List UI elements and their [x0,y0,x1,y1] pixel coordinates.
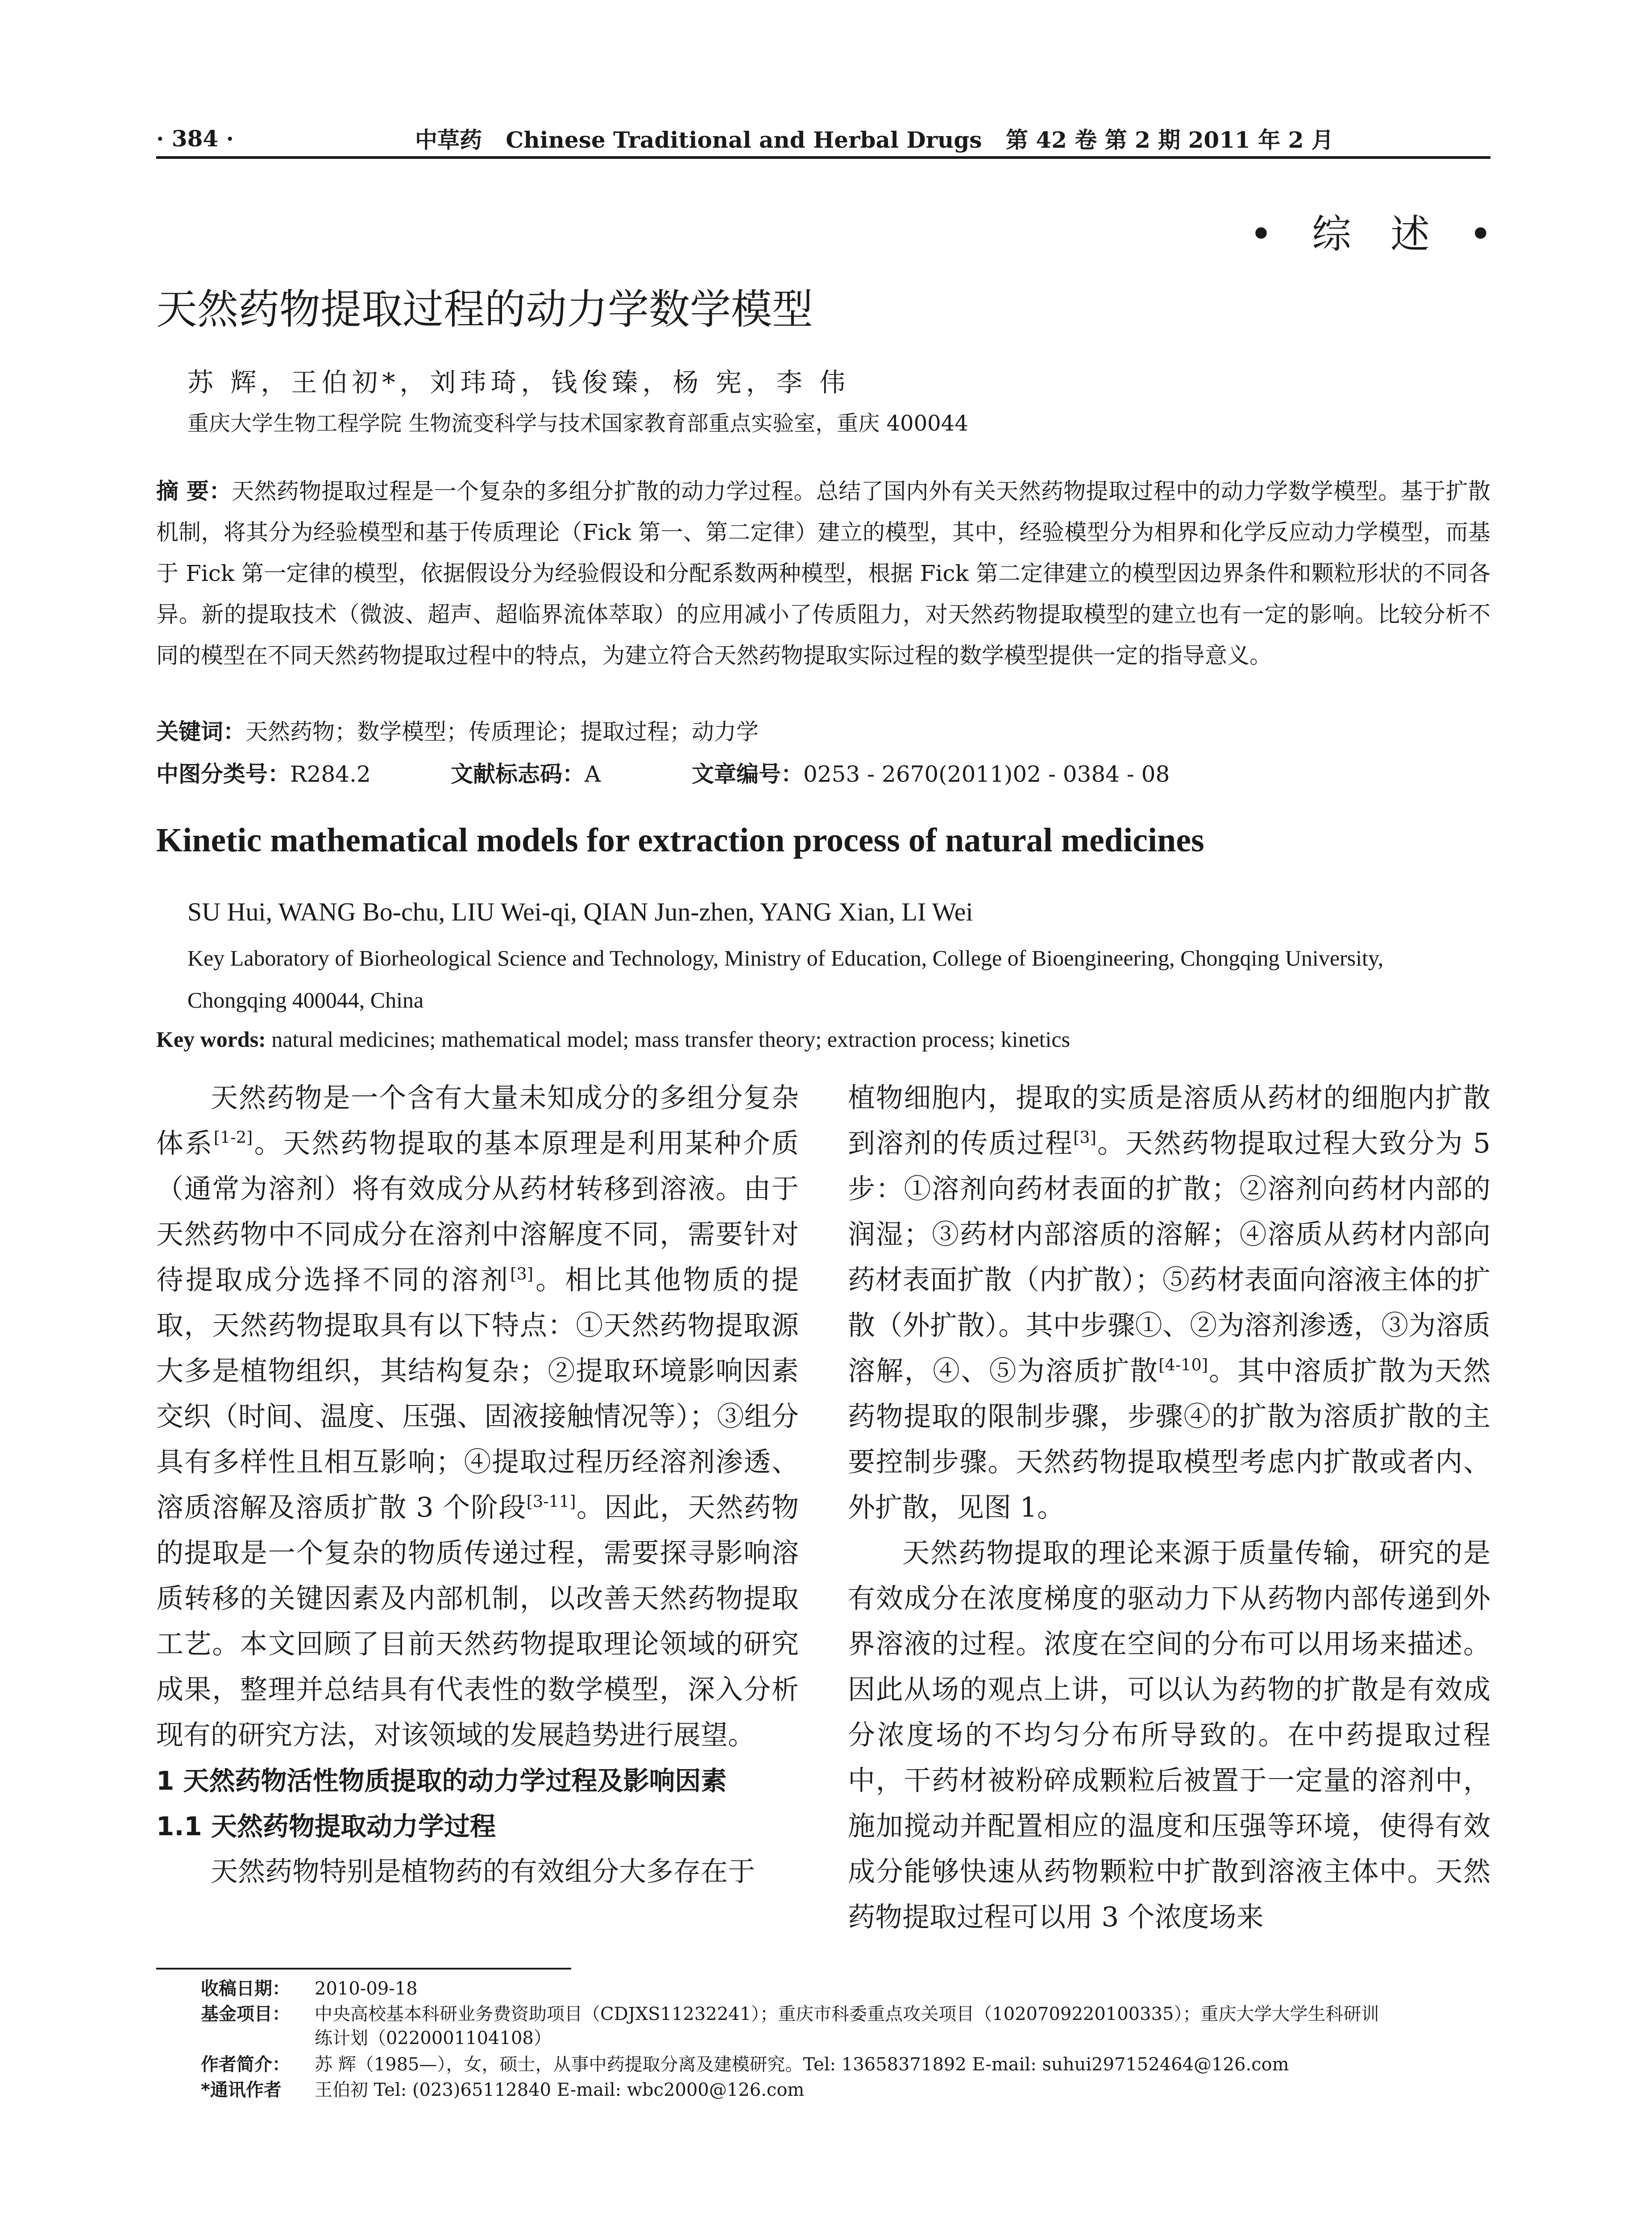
body-right-column [848,1075,1490,1940]
clc-value: R284.2 [290,761,371,787]
fund-text: 中央高校基本科研业务费资助项目（CDJXS11232241）；重庆市科委重点攻关项目（1020709220100335）；重庆大学大学生科研训 [315,2004,1379,2024]
title-cn: 天然药物提取过程的动力学数学模型 [156,286,814,333]
body-paragraph: 天然药物特别是植物药的有效组分大多存在于 [211,1856,755,1887]
journal-line [415,122,1350,154]
abstract-cn [156,471,1490,676]
keywords-en-text: natural medicines; mathematical model; mass transfer theory; extraction process; kinetics [271,1027,1070,1052]
body-left-column [156,1075,799,1895]
body-paragraph [848,1075,1490,1530]
fund-text-cont: 练计划（0220001104108） [315,2028,552,2049]
doc-value: A [585,761,601,787]
article-no-label: 文章编号： [692,761,803,787]
article-no-value: 0253 - 2670(2011)02 - 0384 - 08 [803,761,1170,787]
keywords-cn [156,714,759,746]
footnote-rule [156,1968,571,1970]
issue-info: 第 42 卷 第 2 期 2011 年 2 月 [1005,127,1334,153]
abstract-text: 天然药物提取过程是一个复杂的多组分扩散的动力学过程。总结了国内外有关天然药物提取过程中的动力学数学模型。基于扩散机制，将其分为经验模型和基于传质理论（Fick 第一、第二定律）建立的模型，其中，经验模型分为相界和化学反应动力学模型，而基于 Fick 第一定律的模型，依据假设分为经验假设和分配系数两种模型，根据 Fick 第二定律建立的模型因边界条件和颗粒形状的不同各异。新的提取技术（微波、超声、超临界流体萃取）的应用减小了传质阻力，对天然药物提取模型的建立也有一定的影响。比较分析不同的模型在不同天然药物提取过程中的特点，为建立符合天然药物提取实际过程的数学模型提供一定的指导意义。 [156,478,1490,668]
citation: [3] [1073,1128,1096,1147]
text-run: 。天然药物提取过程大致分为 5 步：①溶剂向药材表面的扩散；②溶剂向药材内部的润湿；③药材内部溶质的溶解；④溶质从药材内部向药材表面扩散（内扩散）；⑤药材表面向溶液主体的扩散（外扩散）。其中步骤①、②为溶剂渗透，③为溶质溶解，④、⑤为溶质扩散 [848,1128,1490,1387]
affiliation-cn: 重庆大学生物工程学院 生物流变科学与技术国家教育部重点实验室，重庆 400044 [187,411,968,436]
section-tag: • 综 述 • [1249,211,1506,257]
corr-text: 王伯初 Tel: (023)65112840 E-mail: wbc2000@126.com [315,2080,805,2100]
section-heading-1: 1 天然药物活性物质提取的动力学过程及影响因素 [156,1766,727,1796]
keywords-en [156,1026,1070,1052]
abstract-label: 摘 要： [156,478,232,504]
text-run: 植物细胞内，提取的实质是溶质从药材的细胞内扩散到溶剂的传质过程 [848,1082,1490,1159]
fund-label: 基金项目： [201,2004,290,2024]
section-heading-1-1: 1.1 天然药物提取动力学过程 [156,1811,496,1841]
bio-label: 作者简介： [201,2054,290,2075]
clc-label: 中图分类号： [156,761,290,787]
keywords-en-label: Key words: [156,1027,266,1052]
footnote-corresponding [201,2078,1482,2102]
text-run: 。天然药物提取的基本原理是利用某种介质（通常为溶剂）将有效成分从药材转移到溶液。由于天然药物中不同成分在溶剂中溶解度不同，需要针对待提取成分选择不同的溶剂 [156,1128,799,1296]
text-run: 。其中溶质扩散为天然药物提取的限制步骤，步骤④的扩散为溶质扩散的主要控制步骤。天然药物提取模型考虑内扩散或者内、外扩散，见图 1。 [848,1355,1490,1523]
footnote-fund [201,2002,1482,2050]
footnote-author-bio [201,2053,1482,2077]
corr-label: *通讯作者 [201,2080,282,2100]
header-rule [156,156,1490,159]
text-run: 。因此，天然药物的提取是一个复杂的物质传递过程，需要探寻影响溶质转移的关键因素及内部机制，以改善天然药物提取工艺。本文回顾了目前天然药物提取理论领域的研究成果，整理并总结具有代表性的数学模型，深入分析现有的研究方法，对该领域的发展趋势进行展望。 [156,1492,799,1751]
journal-name-en: Chinese Traditional and Herbal Drugs [506,127,982,153]
received-label: 收稿日期： [201,1978,290,1999]
journal-name-cn: 中草药 [415,127,482,153]
citation: [4-10] [1158,1355,1208,1375]
bio-text: 苏 辉（1985—），女，硕士，从事中药提取分离及建模研究。Tel: 13658371892 E-mail: suhui297152464@126.com [315,2054,1289,2075]
keywords-label: 关键词： [156,719,245,745]
body-paragraph [156,1075,799,1758]
citation: [1-2] [213,1128,253,1147]
citation: [3-11] [526,1492,576,1511]
classification-line [156,756,1490,788]
running-header [156,120,1490,156]
doc-label: 文献标志码： [451,761,585,787]
text-run: 。相比其他物质的提取，天然药物提取具有以下特点：①天然药物提取源大多是植物组织，其结构复杂；②提取环境影响因素交织（时间、温度、压强、固液接触情况等）；③组分具有多样性且相互影响；④提取过程历经溶剂渗透、溶质溶解及溶质扩散 3 个阶段 [156,1264,799,1523]
body-paragraph: 天然药物提取的理论来源于质量传输，研究的是有效成分在浓度梯度的驱动力下从药物内部传递到外界溶液的过程。浓度在空间的分布可以用场来描述。因此从场的观点上讲，可以认为药物的扩散是有效成分浓度场的不均匀分布所导致的。在中药提取过程中，干药材被粉碎成颗粒后被置于一定量的溶剂中，施加搅动并配置相应的温度和压强等环境，使得有效成分能够快速从药物颗粒中扩散到溶液主体中。天然药物提取过程可以用 3 个浓度场来 [848,1537,1490,1933]
text-run: 天然药物是一个含有大量未知成分的多组分复杂体系 [156,1082,799,1159]
received-date: 2010-09-18 [315,1978,418,1999]
affiliation-en: Key Laboratory of Biorheological Science and Technology, Ministry of Education, College of Bioengineering, Chongqing University, Chongqing 400044, China [187,945,1384,1012]
title-en: Kinetic mathematical models for extraction process of natural medicines [156,821,1204,859]
page-number: · 384 · [156,125,234,152]
keywords-text: 天然药物；数学模型；传质理论；提取过程；动力学 [245,719,759,745]
footnote-received [201,1977,1482,2001]
authors-cn: 苏 辉，王伯初*，刘玮琦，钱俊臻，杨 宪，李 伟 [187,367,850,398]
citation: [3] [510,1264,534,1284]
authors-en: SU Hui, WANG Bo-chu, LIU Wei-qi, QIAN Jun-zhen, YANG Xian, LI Wei [187,897,973,926]
